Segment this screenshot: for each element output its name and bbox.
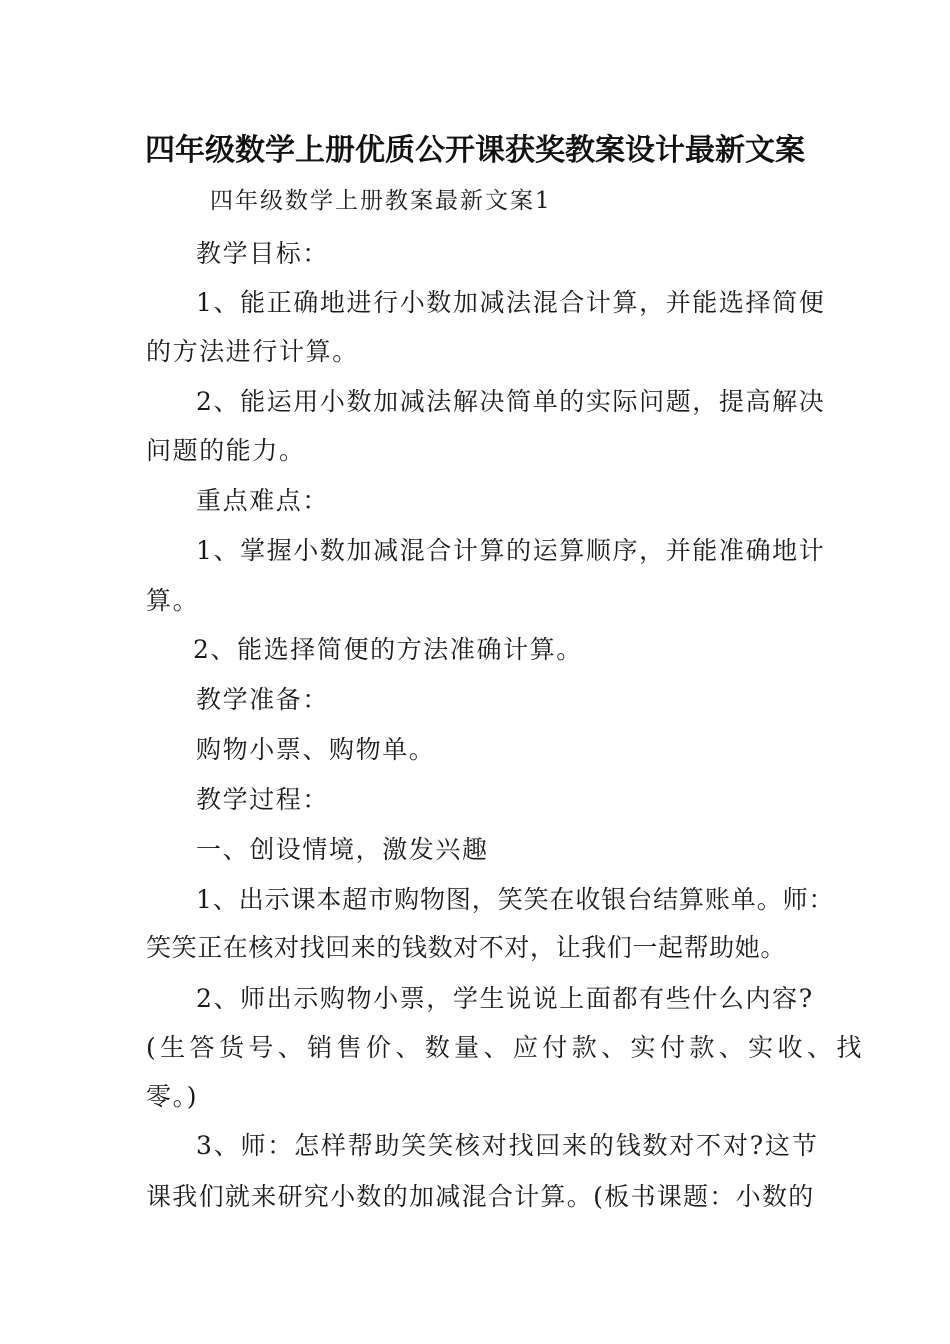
paragraph-line: 2、师出示购物小票，学生说说上面都有些什么内容? — [196, 984, 814, 1013]
paragraph-line: 课我们就来研究小数的加减混合计算。(板书课题：小数的 — [146, 1182, 815, 1211]
paragraph-line: 的方法进行计算。 — [146, 337, 359, 366]
paragraph-line: 购物小票、购物单。 — [196, 735, 436, 764]
paragraph-line: 问题的能力。 — [146, 436, 306, 465]
paragraph-line: 教学目标： — [196, 239, 330, 268]
paragraph-line: (生答货号、销售价、数量、应付款、实付款、实收、找 — [146, 1033, 866, 1062]
paragraph-line: 笑笑正在核对找回来的钱数对不对，让我们一起帮助她。 — [146, 933, 787, 962]
paragraph-line: 一、创设情境，激发兴趣 — [196, 835, 489, 864]
paragraph-line: 1、掌握小数加减混合计算的运算顺序，并能准确地计 — [196, 536, 826, 565]
paragraph-line: 教学过程： — [196, 785, 330, 814]
paragraph-line: 重点难点： — [196, 486, 330, 515]
document-subtitle: 四年级数学上册教案最新文案1 — [210, 188, 552, 214]
paragraph-line: 1、能正确地进行小数加减法混合计算，并能选择简便 — [196, 288, 826, 317]
paragraph-line: 算。 — [146, 586, 200, 615]
paragraph-line: 2、能选择简便的方法准确计算。 — [193, 635, 583, 664]
paragraph-line: 2、能运用小数加减法解决简单的实际问题，提高解决 — [196, 387, 826, 416]
document-title: 四年级数学上册优质公开课获奖教案设计最新文案 — [145, 133, 805, 168]
paragraph-line: 零。) — [146, 1082, 199, 1111]
paragraph-line: 教学准备： — [196, 685, 330, 714]
paragraph-line: 1、出示课本超市购物图，笑笑在收银台结算账单。师： — [196, 885, 835, 914]
paragraph-line: 3、师：怎样帮助笑笑核对找回来的钱数对不对?这节 — [196, 1131, 819, 1160]
